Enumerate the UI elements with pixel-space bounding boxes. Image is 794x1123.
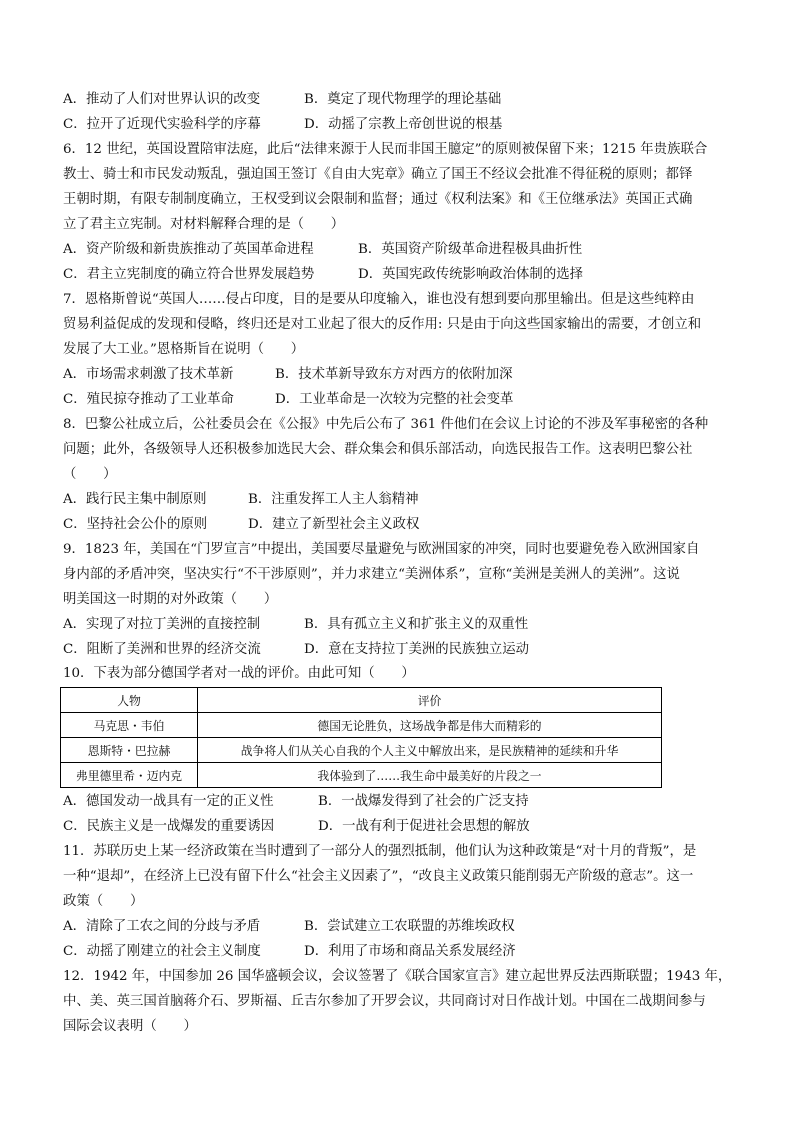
table-row: [61, 763, 662, 788]
q9-option-c: C．阻断了美洲和世界的经济交流: [63, 642, 261, 657]
table-cell-evaluation: 战争将人们从关心自我的个人主义中解放出来，是民族精神的延续和升华: [198, 738, 662, 763]
evaluation-table: [60, 687, 662, 788]
q8-stem-line-1: 8．巴黎公社成立后，公社委员会在《公报》中先后公布了 361 件他们在会议上讨论的不涉及军事秘密的各种: [63, 417, 709, 432]
table-header-row: [61, 688, 662, 713]
q10-option-d: D．一战有利于促进社会思想的解放: [318, 819, 530, 834]
q9-stem-line-1: 9．1823 年，美国在“门罗宣言”中提出，美国要尽量避免与欧洲国家的冲突，同时也要避免卷入欧洲国家自: [63, 542, 700, 557]
table-row: [61, 713, 662, 738]
q9-stem-line-3: 明美国这一时期的对外政策（ ）: [63, 592, 278, 607]
q10-option-c: C．民族主义是一战爆发的重要诱因: [63, 819, 275, 834]
q11-option-b: B．尝试建立工农联盟的苏维埃政权: [304, 919, 515, 934]
q8-stem-line-2: 问题；此外，各级领导人还积极参加选民大会、群众集会和俱乐部活动，向选民报告工作。这表明巴黎公社: [63, 442, 693, 457]
q6-stem-line-4: 立了君主立宪制。对材料解释合理的是（ ）: [63, 217, 345, 232]
table-cell-evaluation: 我体验到了……我生命中最美好的片段之一: [198, 763, 662, 788]
q11-option-d: D．利用了市场和商品关系发展经济: [304, 944, 516, 959]
q6-option-c: C．君主立宪制度的确立符合世界发展趋势: [63, 267, 315, 282]
q10-stem: 10．下表为部分德国学者对一战的评价。由此可知（ ）: [63, 666, 415, 681]
table-row: [61, 738, 662, 763]
q7-option-b: B．技术革新导致东方对西方的依附加深: [275, 367, 513, 382]
q11-option-c: C．动摇了刚建立的社会主义制度: [63, 944, 261, 959]
q6-stem-line-2: 教士、骑士和市民发动叛乱，强迫国王签订《自由大宪章》确立了国王不经议会批准不得征税的原则；都铎: [63, 167, 693, 182]
q8-option-d: D．建立了新型社会主义政权: [248, 517, 420, 532]
q11-option-a: A．清除了工农之间的分歧与矛盾: [63, 919, 261, 934]
q11-stem-line-1: 11．苏联历史上某一经济政策在当时遭到了一部分人的强烈抵制，他们认为这种政策是“对十月的背叛”，是: [63, 844, 697, 859]
q11-stem-line-2: 一种“退却”，在经济上已没有留下什么“社会主义因素了”，“改良主义政策只能削弱无产阶级的意志”。这一: [63, 869, 694, 884]
table-header-person: 人物: [61, 688, 198, 713]
q7-option-c: C．殖民掠夺推动了工业革命: [63, 392, 234, 407]
q12-stem-line-2: 中、美、英三国首脑蒋介石、罗斯福、丘吉尔参加了开罗会议，共同商讨对日作战计划。中国在二战期间参与: [63, 994, 706, 1009]
q12-stem-line-1: 12．1942 年，中国参加 26 国华盛顿会议，会议签署了《联合国家宣言》建立起世界反法西斯联盟；1943 年，: [63, 969, 732, 984]
table-cell-person: 马克思・韦伯: [61, 713, 198, 738]
table-cell-person: 恩斯特・巴拉赫: [61, 738, 198, 763]
q11-stem-line-3: 政策（ ）: [63, 894, 144, 909]
q8-option-a: A．践行民主集中制原则: [63, 492, 207, 507]
q6-stem-line-3: 王朝时期，有限专制制度确立，王权受到议会限制和监督；通过《权利法案》和《王位继承法》英国正式确: [63, 192, 693, 207]
q7-option-d: D．工业革命是一次较为完整的社会变革: [275, 392, 514, 407]
q7-stem-line-2: 贸易利益促成的发现和侵略，终归还是对工业起了很大的反作用: 只是由于向这些国家输出的需要，才创立和: [63, 317, 702, 332]
q9-option-d: D．意在支持拉丁美洲的民族独立运动: [304, 642, 529, 657]
q6-option-b: B．英国资产阶级革命进程极具曲折性: [358, 242, 583, 257]
q8-option-c: C．坚持社会公仆的原则: [63, 517, 208, 532]
q7-option-a: A．市场需求刺激了技术革新: [63, 367, 234, 382]
q9-option-b: B．具有孤立主义和扩张主义的双重性: [304, 617, 529, 632]
q6-stem-line-1: 6．12 世纪，英国设置陪审法庭，此后“法律来源于人民而非国王臆定”的原则被保留下来；1215 年贵族联合: [63, 142, 708, 157]
q5-option-a: A．推动了人们对世界认识的改变: [63, 92, 261, 107]
table-cell-evaluation: 德国无论胜负，这场战争都是伟大而精彩的: [198, 713, 662, 738]
q6-option-d: D．英国宪政传统影响政治体制的选择: [358, 267, 583, 282]
q6-option-a: A．资产阶级和新贵族推动了英国革命进程: [63, 242, 314, 257]
q10-option-a: A．德国发动一战具有一定的正义性: [63, 794, 274, 809]
table-header-evaluation: 评价: [198, 688, 662, 713]
table-cell-person: 弗里德里希・迈内克: [61, 763, 198, 788]
q5-option-d: D．动摇了宗教上帝创世说的根基: [304, 117, 503, 132]
q12-stem-line-3: 国际会议表明（ ）: [63, 1019, 197, 1034]
q9-stem-line-2: 身内部的矛盾冲突，坚决实行“不干涉原则”，并力求建立“美洲体系”，宣称“美洲是美洲人的美洲”。这说: [63, 567, 680, 582]
q8-stem-line-3: （ ）: [63, 467, 117, 482]
q9-option-a: A．实现了对拉丁美洲的直接控制: [63, 617, 261, 632]
q7-stem-line-1: 7．恩格斯曾说“英国人……侵占印度，目的是要从印度输入，谁也没有想到要向那里输出。但是这些纯粹由: [63, 292, 695, 307]
q8-option-b: B．注重发挥工人主人翁精神: [248, 492, 419, 507]
q7-stem-line-3: 发展了大工业。”恩格斯旨在说明（ ）: [63, 342, 305, 357]
q10-option-b: B．一战爆发得到了社会的广泛支持: [318, 794, 529, 809]
q5-option-c: C．拉开了近现代实验科学的序幕: [63, 117, 261, 132]
q5-option-b: B．奠定了现代物理学的理论基础: [304, 92, 502, 107]
